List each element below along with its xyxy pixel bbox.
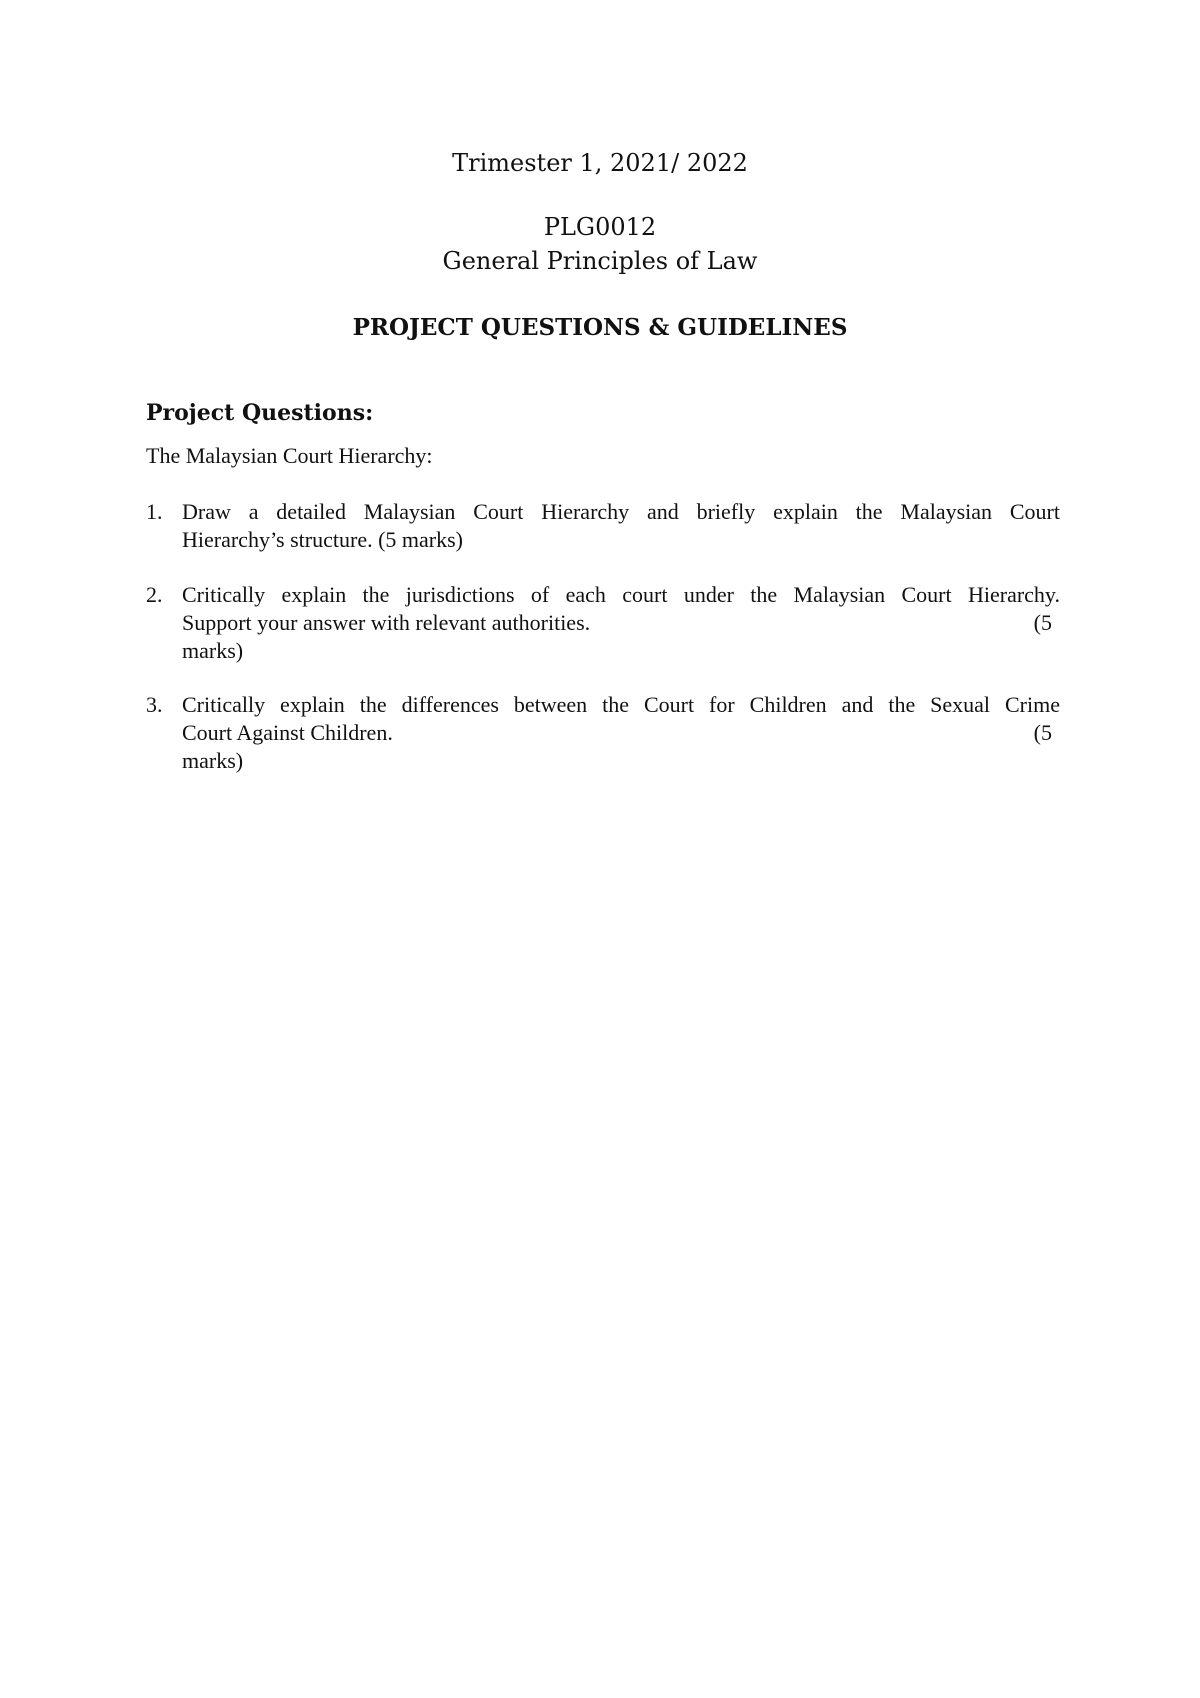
course-name: General Principles of Law: [442, 247, 758, 275]
marks-open: (5: [1033, 610, 1052, 635]
question-3: [146, 691, 1060, 775]
document-heading: PROJECT QUESTIONS & GUIDELINES: [352, 314, 848, 341]
question-body: [182, 581, 1060, 665]
question-number: 2.: [146, 582, 163, 607]
question-number: 3.: [146, 692, 163, 717]
question-2: [146, 581, 1060, 665]
marks-close: marks): [182, 748, 244, 773]
question-line: Court Against Children.: [182, 720, 393, 745]
question-line: Critically explain the jurisdictions of each court under the Malaysian Court Hierarchy.: [182, 582, 1060, 607]
marks-close: marks): [182, 638, 244, 663]
question-line: Critically explain the differences between the Court for Children and the Sexual Crime: [182, 692, 1060, 717]
question-body: [182, 498, 1060, 554]
marks-open: (5: [1033, 720, 1052, 745]
question-line: Support your answer with relevant authorities.: [182, 610, 591, 635]
intro-text: The Malaysian Court Hierarchy:: [146, 443, 433, 468]
question-1: [146, 498, 1060, 554]
question-line-with-marks: [182, 719, 1060, 747]
question-line: Draw a detailed Malaysian Court Hierarchy and briefly explain the Malaysian Court: [182, 499, 1060, 524]
question-number: 1.: [146, 499, 163, 524]
question-body: [182, 691, 1060, 775]
course-code: PLG0012: [543, 213, 657, 241]
question-line: Hierarchy’s structure. (5 marks): [182, 527, 464, 552]
section-label: Project Questions:: [146, 400, 374, 426]
question-line-with-marks: [182, 609, 1060, 637]
trimester-title: Trimester 1, 2021/ 2022: [452, 149, 748, 177]
